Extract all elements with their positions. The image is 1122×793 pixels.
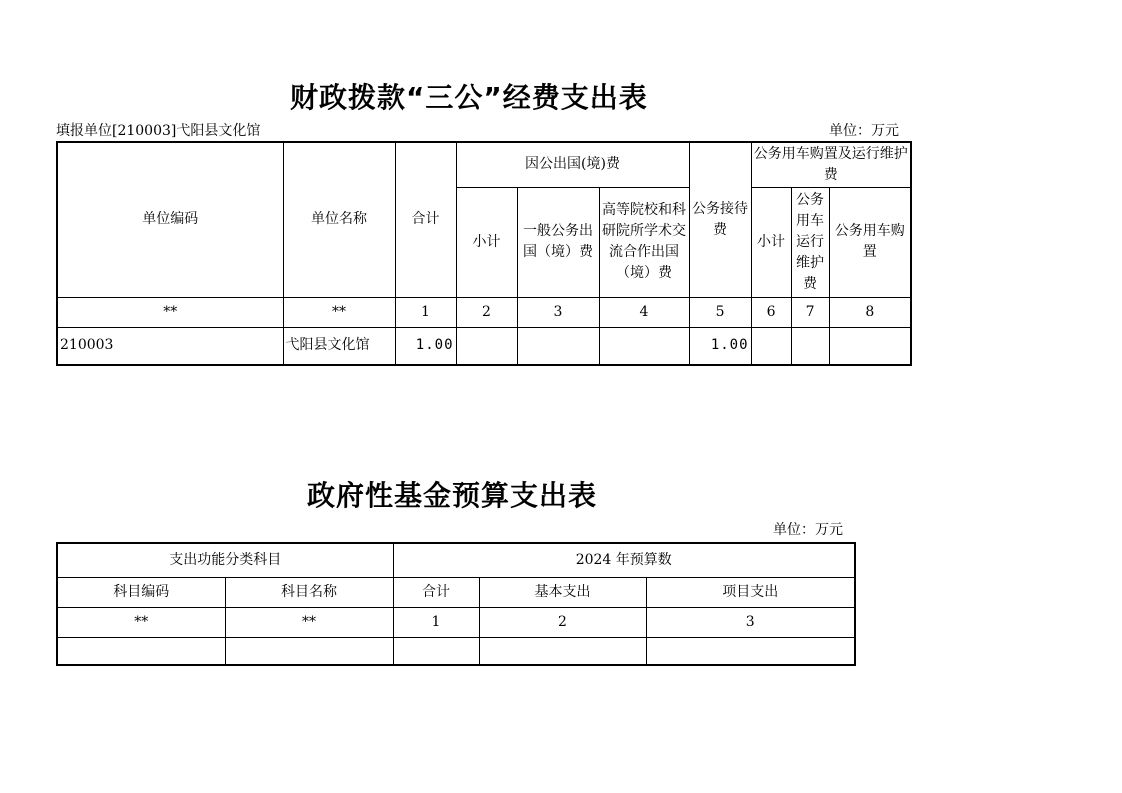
table-row <box>57 637 855 665</box>
index-cell: 3 <box>517 297 599 327</box>
cell-total: 1.00 <box>395 327 456 365</box>
table2-title: 政府性基金预算支出表 <box>307 479 598 512</box>
index-cell: ** <box>57 297 283 327</box>
cell-abroad-subtotal <box>456 327 517 365</box>
header-total: 合计 <box>393 577 479 607</box>
index-cell: 1 <box>393 607 479 637</box>
cell-total <box>393 637 479 665</box>
header-total: 合计 <box>395 142 456 297</box>
cell-abroad-academic <box>599 327 689 365</box>
table2-unit-label: 单位：万元 <box>773 522 843 538</box>
index-cell: ** <box>225 607 393 637</box>
filing-unit: 填报单位[210003]弋阳县文化馆 <box>56 123 261 139</box>
header-abroad-general: 一般公务出国（境）费 <box>517 187 599 297</box>
header-category: 支出功能分类科目 <box>57 543 393 577</box>
cell-unit-name: 弋阳县文化馆 <box>283 327 395 365</box>
index-cell: 7 <box>791 297 829 327</box>
index-row <box>57 607 855 637</box>
three-public-expenses-table <box>56 141 912 366</box>
index-cell: 8 <box>829 297 911 327</box>
cell-basic <box>479 637 646 665</box>
index-cell: ** <box>57 607 225 637</box>
header-reception: 公务接待费 <box>689 142 751 297</box>
index-cell: ** <box>283 297 395 327</box>
header-abroad-academic: 高等院校和科研院所学术交流合作出国（境）费 <box>599 187 689 297</box>
header-vehicle-subtotal: 小计 <box>751 187 791 297</box>
table1-title: 财政拨款“三公”经费支出表 <box>290 81 648 114</box>
cell-vehicle-operation <box>791 327 829 365</box>
header-vehicle-operation: 公务用车运行维护费 <box>791 187 829 297</box>
header-name: 科目名称 <box>225 577 393 607</box>
table-row <box>57 327 911 365</box>
cell-unit-code: 210003 <box>57 327 283 365</box>
index-cell: 2 <box>479 607 646 637</box>
header-unit-name: 单位名称 <box>283 142 395 297</box>
cell-code <box>57 637 225 665</box>
cell-vehicle-subtotal <box>751 327 791 365</box>
header-abroad-subtotal: 小计 <box>456 187 517 297</box>
cell-reception: 1.00 <box>689 327 751 365</box>
cell-name <box>225 637 393 665</box>
header-budget: 2024 年预算数 <box>393 543 855 577</box>
cell-abroad-general <box>517 327 599 365</box>
header-vehicle-purchase: 公务用车购置 <box>829 187 911 297</box>
index-cell: 2 <box>456 297 517 327</box>
header-basic: 基本支出 <box>479 577 646 607</box>
table1-unit-label: 单位：万元 <box>829 123 899 139</box>
cell-vehicle-purchase <box>829 327 911 365</box>
header-code: 科目编码 <box>57 577 225 607</box>
index-cell: 5 <box>689 297 751 327</box>
index-cell: 1 <box>395 297 456 327</box>
index-row <box>57 297 911 327</box>
header-unit-code: 单位编码 <box>57 142 283 297</box>
index-cell: 6 <box>751 297 791 327</box>
index-cell: 4 <box>599 297 689 327</box>
cell-project <box>646 637 855 665</box>
index-cell: 3 <box>646 607 855 637</box>
government-fund-budget-table <box>56 542 856 666</box>
header-abroad: 因公出国(境)费 <box>456 142 689 187</box>
header-project: 项目支出 <box>646 577 855 607</box>
header-vehicle: 公务用车购置及运行维护费 <box>751 142 911 187</box>
